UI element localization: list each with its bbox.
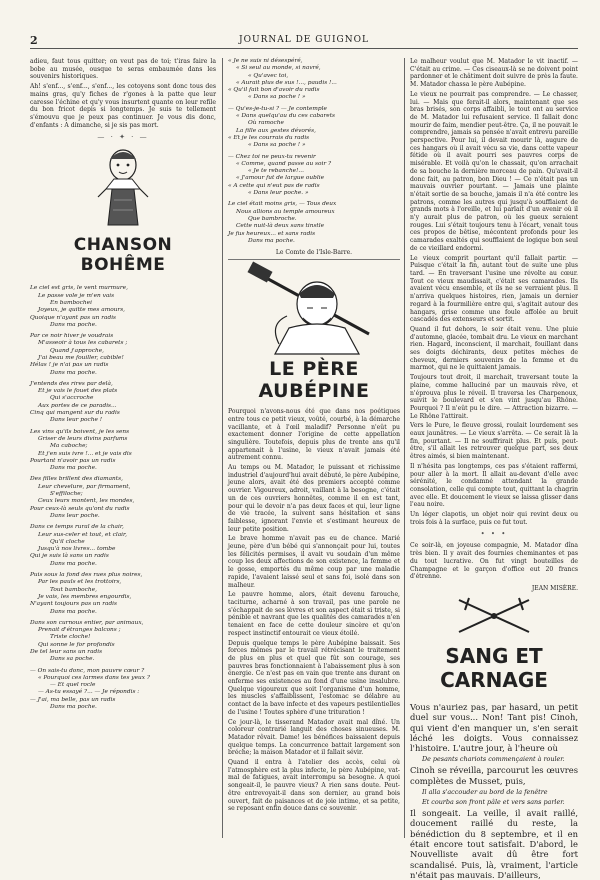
story-signature: JEAN MISÈRE. (531, 585, 578, 592)
chanson-boheme-title: CHANSON BOHÊME (73, 235, 173, 276)
story-paragraph: Toujours tout droit, il marchait, traversant toute la plaine, comme halluciné par un mauvais rêve, et n'éprouva plus le réveil. Il traversa les Charpenoux, suivit le boulevard et s'en vint jusqu'au Rhône. Pourquoi ? Il n'eût pu le dire. — Attraction bizarre. — Le Rhône l'attirait. (410, 374, 578, 420)
poem-line: Nous allions au temple amoureux (236, 208, 335, 215)
poem-line: Tout bamboche, (50, 586, 97, 593)
poem-line: M'asseoir à tous les cabarets ; (38, 340, 128, 347)
poem-line: — Qu'es-je-tu-si ? — Je contemple (228, 105, 327, 112)
story-paragraph: Depuis quelque temps le père Aubépine baissait. Ses forces mêmes par le travail rétrécisant le traitement de plus en plus et quel que fût son courage, ses pauvres bras fonctionnaient à l'abaissement plus à son énergie. Ce n'est pas en vain que trente ans durant on enferme ses existences au fond d'une usine insalubre. Quelque vigoureux que soit l'organisme d'un homme, les muscles s'affaiblissent, l'estomac se délabre au contact de la bave infecte et des vapeurs pestilentielles de l'usine ! Toutes sphère d'une trituration ! (228, 639, 400, 716)
worker-with-hammer-illustration (239, 264, 389, 356)
poem-line: Dans ma poche. (50, 465, 97, 472)
poem-line: Le ciel est gris, le vent murmure, (30, 285, 128, 292)
poem-line: « Qu'avec toi, (248, 72, 289, 79)
poem-line: Hélas ! je n'ai pas un radis (30, 362, 109, 369)
poem-stanza (30, 476, 216, 520)
poem-stanza (30, 429, 216, 473)
poem-line: Pour ceux-là seuls qu'ont du radis (30, 505, 130, 512)
sang-paragraph: Vous n'auriez pas, par hasard, un petit duel sur vous... Non! Tant pis! Cinoh, qui vient d'en manquer un, s'en serait léché les doigts. Vous connaissez l'histoire. L'autre jour, à l'heure où (410, 702, 578, 754)
story-paragraph: Le pauvre homme, alors, était devenu farouche, taciturne, acharné à son travail, pas une parole ne s'échappait de ses lèvres et son aspect était si triste, si pénible et navrant que les qualités des camarades n'en tenaient en face de cette douleur sincère et qu'on respect instinctif entourait ce vieux étoilé. (228, 591, 400, 637)
poem-line: N'ayant toujours pas un radis (30, 601, 117, 608)
poem-line: Qu'il cloche (50, 538, 85, 545)
poem-stanza (30, 572, 216, 616)
verse-quote: Et courba son front pâle et vers sans parler. (422, 798, 565, 807)
poem-stanza (228, 201, 400, 245)
poem-line: Puis sous la fond des rues plus noires, (30, 572, 143, 579)
poem-line: « Dans sa poche ! » (248, 94, 306, 101)
poem-line: Par ce noir hiver je voudrais (30, 333, 114, 340)
poem-line: Cinq qui mangent sur du radis (30, 410, 120, 417)
poem-stanza (30, 524, 216, 568)
poem-line: Qui sonne le for profondis (38, 641, 115, 648)
poem-line: « Pourquoi ces larmes dans tes yeux ? (38, 674, 150, 681)
verse-quote: Il alla s'accouder au bord de la fenêtre (422, 788, 548, 797)
section-divider (228, 259, 400, 260)
column-right (410, 58, 578, 880)
poem-line: Ceux leurs montent, les mondes, (38, 498, 135, 505)
poem-line: « Dans quelqu'au du ces cabarets (236, 113, 335, 120)
poem-line: Leur chevelure, par firmament, (38, 483, 131, 490)
poem-line: Griser de leurs divins parfums (38, 435, 128, 442)
poem-stanza (30, 381, 216, 425)
ornament-divider: • • • (480, 530, 508, 539)
poem-line: Où ramoche (248, 120, 284, 127)
poem-line: Le passe vole je m'en vais (38, 292, 115, 299)
poem-line: « Je te rebanche!... (248, 168, 304, 175)
poem-line: Joyeux, je quitte mes amours, (38, 307, 126, 314)
sang-et-carnage-title: SANG ET CARNAGE (440, 644, 548, 692)
story-paragraph: Le vieux ne pourrait pas comprendre. — Le chasser, lui. — Mais que ferait-il alors, maintenant que ses bras brisés, son corps affaibli, le tout ont au service de M. Matador lui refusaient service. Il fallait donc mourir de faim, mendier peut-être. Ça, il ne pouvait le comprendre, jamais sa pensée n'avait entrevu pareille perspective. Pour lui, il devait mourir là, augure de ces hangars où il avait vécu sa vie, dans cette vapeur fétide où il avait pourri ses pauvres corps de misérable. Et voilà qu'on le chassait, qu'on arrachait de sa bouche la dernière morceau de pain. Qu'avait-il donc fait, au patron, bon Dieu ! — Ce n'était pas un mauvais ouvrier pourtant. — Jamais une plainte n'était sortie de sa bouche, jamais il n'a été contre les patrons, comme les autres qui jusqu'à soufflaient de grands mots à l'oreille, et lui parlait d'un avenir où il n'y aurait plus de patron, où les gueux seraient rouges. Lui s'était toujours tenu à l'écart, venait tous ces propos de bêtise, mécontent profonds pour les camarades exaltés qui soufflaient de logique bon seul de ce vieillard endormi. (410, 90, 578, 252)
poem-line: Des filles brillent des diamants, (30, 476, 123, 483)
chanson-boheme-poem-continued (228, 58, 400, 245)
poem-stanza (30, 620, 216, 664)
poem-line: Cette nuit-là deux sans tinstle (236, 223, 325, 230)
story-paragraph: Le malheur voulut que M. Matador le vit inactif. — C'était au crime. — Ces ciseaux-là se ne doivent point pardonner et le châtiment doit suivre de près la faute. M. Matador chassa le père Aubépine. (410, 58, 578, 89)
poem-line: De tel leur sans un radis (30, 648, 103, 655)
column-middle (228, 58, 400, 838)
poem-line: Dans ce temps rural de la chair, (30, 524, 124, 531)
poem-line: Le ciel était moins gris, — Tous deux (228, 201, 337, 208)
intro-paragraph: adieu, faut tous quitter; on veut pas de toi; t'iras faire la bobe au musée, ousque te seras embaumée dans les souvenirs historiques. (30, 58, 216, 81)
poem-line: Leur sus-celer et tout, et clair, (38, 531, 128, 538)
poem-line: Dans ma poche. (248, 237, 295, 244)
poem-line: La fille aux gestes dévorés, (236, 127, 316, 134)
ornament-divider: — · ✦ · — (97, 133, 149, 142)
story-paragraph: Le vieux comprit pourtant qu'il fallait partir. — Puisque c'était la fin, autant tout de suite une plus tard. — En traversant l'usine une révolte au cœur. Tout ce vieux maudissait, c'était ses camarades. Ils avaient vécu ensemble, et ils ne se verraient plus. Il n'arriva quelques histoires, rien, jamais un dernier regard à la fourmilière entre qui, s'agitait autour des hangars, grise comme une foule affolée au bruit cascadés des extenseurs et sortit. (410, 254, 578, 324)
poem-line: Quand j'approche, (50, 347, 105, 354)
story-paragraph: Ce jour-là, le tisserand Matador avait mal dîné. Un coloreur contrarié languit des choses sinueuses. M. Matador rêvait. Dame! les bénéfices baissaient depuis quelque temps. La concurrence battait largement son bréche; la maison Matador et il fallait sévir. (228, 718, 400, 757)
poem-line: « Dans leur poche. » (248, 190, 309, 197)
story-paragraph: Pourquoi n'avons-nous été que dans nos poétiques entre tous ce petit vieux, voûté, courbé, à la démarche vacillante, et à l'œil maladif? Personne n'eût pu exactement donner l'origine de cette appellation singulière. Toutefois, depuis plus de trente ans qu'il appartenait à l'usine, le vieux n'avait jamais été autrement connu. (228, 408, 400, 462)
crossed-swords-icon (449, 594, 539, 638)
poem-line: — On sais-tu donc, mon pauvre cœur ? (30, 667, 145, 674)
poem-line: « A cette qui n'eut pas de radis (228, 182, 320, 189)
poem-line: Qui s'accroche (50, 395, 94, 402)
story-paragraph: Quand il fut dehors, le soir était venu. Une pluie d'automne, glacée, tombait dru. Le vieux en marchant rien. Hagard, inconscient, il marchait, fouillant dans ses doigts déchirants, deux petites mèches de cheveux, derniers souvenirs de la femme et du marmot, qui ne le quittaient jamais. (410, 325, 578, 372)
poem-signature: Le Comte de l'Isle-Barre. (275, 249, 353, 257)
poem-line: Dans ma poche. (50, 560, 97, 567)
poem-line: Pourtant n'avoir pas un radis (30, 457, 116, 464)
poem-line: Jusqu'à nos livres... tombe (38, 546, 116, 553)
poem-stanza (228, 106, 400, 150)
poem-line: Dans leur poche ! (50, 417, 103, 424)
poem-line: « Si seul au monde, si navré, (236, 65, 321, 72)
poem-line: Ma caboche; (50, 443, 88, 450)
poem-line: Dans ma poche. (50, 321, 97, 328)
chanson-boheme-poem (30, 285, 216, 711)
poem-line: Dans son curnous entier, par animaux, (30, 619, 144, 626)
poem-line: Et je vais le fouet des plats (38, 388, 118, 395)
poem-line: Je vais, les membres engourdis, (38, 593, 132, 600)
poem-line: Et j'en suis ivre !... et je vais dis (38, 450, 132, 457)
poem-line: Que bambroche. (248, 215, 297, 222)
poem-stanza (30, 333, 216, 377)
page-header (30, 34, 578, 49)
story-paragraph: Quand il entra à l'atelier des accès, celui où l'atmosphère est la plus infecte, le père Aubépine, vat-mal de fatigues, avait interrompu sa besogne. A quoi songeait-il, le pauvre vieux? A rien sans doute. Peut-être entrevoyait-il dans son dernier, au grand bois ouvert, fait de paisances et de joie intime, et sa petite, se reposant enfin douce dans ce souvenir. (228, 759, 400, 813)
poem-line: « Aurait plus de sus !..., paudis !... (236, 79, 337, 86)
page-number: 2 (30, 34, 38, 47)
column-rule-right (404, 58, 405, 838)
story-paragraph: Un léger clapotis, un objet noir qui revint deux ou trois fois à la surface, puis ce fut tout. (410, 511, 578, 526)
verse-quote: De pesants chariots commençaient à rouler. (422, 755, 565, 764)
poem-line: Qui je suis là sans un radis (30, 553, 109, 560)
poem-stanza (228, 154, 400, 198)
intro-paragraph: Ah! s'enf..., s'enf..., s'enf..., les cotoyens sont donc tous des mains gras, qu'y fiches de r'gones à la patte que leur caresse l'échine et qu'y vous insurtent quante on leur refile du bon fricot depis si longtemps. Je suis te tellement s'émouvu que je peux pas continuer. Je vous dis donc, d'enfants : A dimanche, si je sis pas mort. (30, 83, 216, 129)
poem-line: Prenait d'étranges balcons ; (38, 627, 121, 634)
poem-line: S'effiloche; (50, 491, 83, 498)
poem-line: « J'amour fut de largue oublie (236, 175, 325, 182)
poem-line: « Et je les courrais du radis (228, 134, 310, 141)
column-rule-left (222, 58, 223, 838)
poem-line: Dans leur poche. (50, 512, 100, 519)
poem-stanza (30, 285, 216, 329)
bohemian-puppet-illustration (78, 145, 168, 227)
poem-line: J'ai beau me fouiller, cabible! (38, 355, 124, 361)
poem-line: — Chez toi ne peux-tu revenir (228, 153, 316, 160)
poem-line: « Qu'il fait bon d'avoir du radis (228, 87, 320, 94)
poem-line: — As-tu essayé ?... — Je répondis : (38, 689, 140, 696)
poem-stanza (228, 58, 400, 102)
poem-line: « Dans sa poche ! » (248, 142, 306, 149)
story-paragraph: Le brave homme n'avait pas eu de chance. Marié jeune, père d'un bébé qui s'annonçait pour lui, toutes les félicités permises, il avait vu soudain d'un même coup les deux affections de son existence, la femme et le gosse, emportés du même coup par une maladie rapide, l'avaient laissé seul et sans foi, isolé dans son malheur. (228, 535, 400, 589)
sang-paragraph: Cinoh se réveilla, parcourut les œuvres complètes de Musset, puis, (410, 765, 578, 786)
poem-line: Triste cloche! (50, 634, 91, 641)
sang-paragraph: Il songeait. La veille, il avait raillé, doucement raillé du reste, la bénédiction du 8 septembre, et il en était encore tout satisfait. D'abord, le Nouvelliste avait dû être fort scandalisé. Puis, là, vraiment, l'article n'était pas mauvais. D'ailleurs, (410, 808, 578, 880)
poem-line: Quoique n'ayant pas un radis (30, 314, 117, 321)
story-paragraph: Il n'hésita pas longtemps, ces pas s'étaient raffermi, pour aller à la mort. Il allait au-devant d'elle avec sérénité, le condamné attendant la grande consolation, celle qui compte tout, quittant la chagrin avec elle. Et doucement le vieux se laissa glisser dans l'eau noire. (410, 462, 578, 509)
poem-line: — J'ai, ma belle, pas un radis (30, 696, 116, 703)
poem-line: Dans ma poche. (50, 369, 97, 376)
column-left (30, 58, 216, 838)
story-paragraph: Vers le Pure, le fleuve grossi, roulait lourdement ses eaux jaunâtres. — Le vieux s'arrêta. — Ce serait là la fin, pourtant. — Il ne souffrirait plus. Et puis, peut-être, s'il allait les retrouver quelque part, ses deux êtres aimés, si bien maintenant. (410, 422, 578, 461)
poem-line: Les vins qu'ils boivent, je les sens (30, 428, 130, 435)
pere-aubepine-title: LE PÈRE AUBÉPINE (258, 358, 370, 403)
poem-line: « Je ne suis ni désespéré, (228, 58, 303, 64)
poem-line: Aux portes de ce paradis... (38, 402, 117, 409)
poem-line: Dans ma poche. (50, 704, 97, 711)
poem-line: En bambochei (50, 299, 92, 306)
story-paragraph: Au temps ou M. Matador, le puissant et richissime industriel d'aujourd'hui avait débuté, le père Aubépine, jeune alors, avait été des premiers accepté comme ouvrier. Vigoureux, adroit, vaillant à la besogne, c'était un de ces ouvriers honnêtes, comme il en est tant, pour qui le devoir n'a pas deux faces et qui, leur ligne de vie tracée, la suivent sans hésitation et sans faiblesse, ignorant l'envie et s'estimant heureux de leur petite position. (228, 464, 400, 533)
poem-line: Dans sa poche. (50, 656, 95, 663)
poem-stanza (30, 668, 216, 712)
poem-line: — Et quel rocle (50, 682, 96, 689)
poem-line: Je fus heureux... et sans radis (228, 230, 316, 237)
poem-line: Par les pauls et les trottoirs, (38, 579, 122, 586)
poem-line: J'entends des rires par delà, (30, 380, 113, 387)
story-epilogue: Ce soir-là, en joyeuse compagnie, M. Matador dîna très bien. Il y avait des fournies cheminantes et pas du tout lucrative. On fut vingt bouteilles de Champagne et le garçon d'office eut 20 francs d'étrenne. (410, 542, 578, 581)
journal-title: JOURNAL DE GUIGNOL (239, 35, 369, 45)
poem-line: Dans ma poche. (50, 608, 97, 615)
poem-line: « Comme, quand passe au soir ? (236, 160, 332, 167)
